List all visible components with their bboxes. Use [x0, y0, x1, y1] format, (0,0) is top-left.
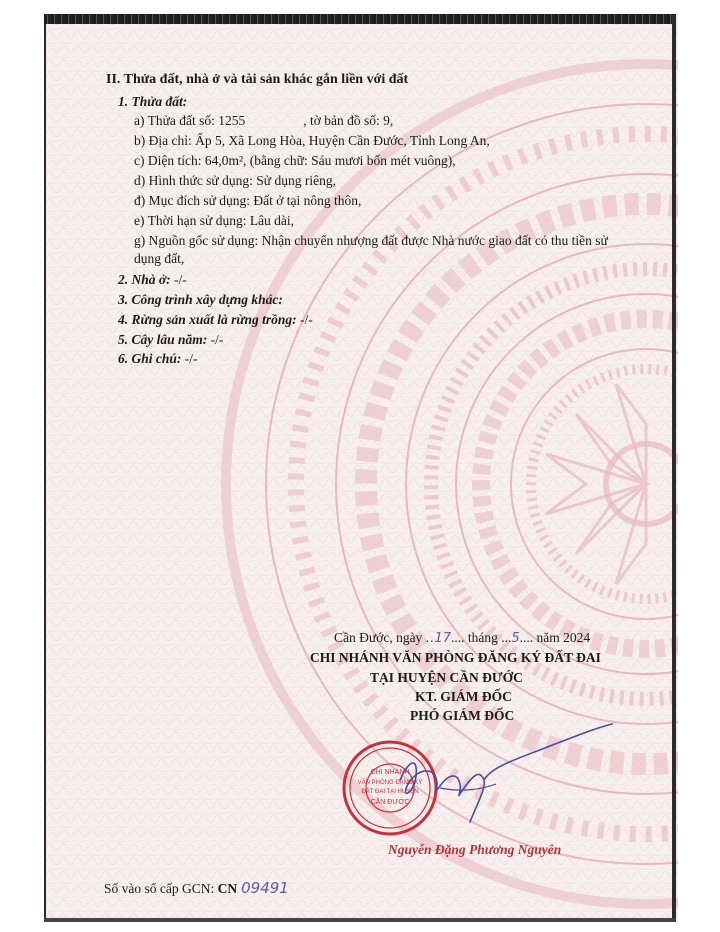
- registry-label: Số vào sổ cấp GCN:: [104, 881, 218, 896]
- place-date-line: Cần Đước, ngày ..17.... tháng ...5.... năm 2024: [334, 630, 591, 646]
- notes-value: -/-: [181, 351, 198, 366]
- issuing-office-line2: TẠI HUYỆN CẦN ĐƯỚC: [370, 670, 523, 685]
- forest-row: [118, 312, 313, 328]
- land-origin-line2: dụng đất,: [134, 251, 185, 266]
- land-area: c) Diện tích: 64,0m², (bằng chữ: Sáu mươi bốn mét vuông),: [134, 153, 456, 168]
- svg-text:ĐẤT ĐAI TẠI HUYỆN: ĐẤT ĐAI TẠI HUYỆN: [361, 789, 419, 795]
- registry-number-row: [104, 880, 289, 897]
- registry-prefix: CN: [217, 881, 238, 896]
- land-usage-term: e) Thời hạn sử dụng: Lâu dài,: [134, 213, 295, 228]
- place-prefix: Cần Đước, ngày: [334, 630, 426, 645]
- notes-label: 6. Ghi chú:: [118, 351, 182, 366]
- signer-role-line2: PHÓ GIÁM ĐỐC: [410, 708, 515, 723]
- signer-role-line1: KT. GIÁM ĐỐC: [415, 689, 512, 704]
- handwritten-month: 5: [511, 631, 520, 646]
- perennial-trees-label: 5. Cây lâu năm:: [118, 332, 208, 347]
- land-usage-form: d) Hình thức sử dụng: Sử dụng riêng,: [134, 173, 336, 188]
- issuing-office-line1: CHI NHÁNH VĂN PHÒNG ĐĂNG KÝ ĐẤT ĐAI: [310, 650, 601, 665]
- year-text: năm 2024: [533, 630, 591, 645]
- perennial-trees-row: [118, 332, 223, 348]
- handwritten-signature: [380, 718, 620, 828]
- section-title: II. Thửa đất, nhà ở và tài sản khác gắn liền với đất: [106, 72, 409, 87]
- notes-row: [118, 351, 198, 367]
- signer-name: Nguyễn Đặng Phương Nguyên: [388, 842, 562, 857]
- other-construction-label: 3. Công trình xây dựng khác:: [118, 292, 283, 307]
- house-row: [118, 272, 187, 288]
- svg-text:CHI NHÁNH: CHI NHÁNH: [370, 769, 410, 776]
- perennial-trees-value: -/-: [207, 332, 224, 347]
- forest-value: -/-: [296, 312, 313, 327]
- map-sheet-text: , tờ bản đồ số: 9,: [303, 113, 394, 128]
- house-value: -/-: [170, 272, 187, 287]
- month-prefix: tháng: [464, 630, 502, 645]
- land-parcel-number: [134, 113, 393, 129]
- svg-text:CẦN ĐƯỚC: CẦN ĐƯỚC: [370, 799, 410, 806]
- svg-text:VĂN PHÒNG ĐĂNG KÝ: VĂN PHÒNG ĐĂNG KÝ: [357, 780, 423, 786]
- handwritten-registry-number: 09491: [241, 879, 289, 897]
- parcel-number-text: a) Thửa đất số: 1255: [134, 113, 246, 128]
- land-heading: 1. Thửa đất:: [118, 94, 188, 109]
- land-origin-line1: g) Nguồn gốc sử dụng: Nhận chuyển nhượng đất được Nhà nước giao đất có thu tiền sử: [134, 233, 608, 248]
- house-label: 2. Nhà ở:: [118, 272, 171, 287]
- forest-label: 4. Rừng sản xuất là rừng trồng:: [118, 312, 297, 327]
- land-usage-purpose: đ) Mục đích sử dụng: Đất ở tại nông thôn,: [134, 193, 362, 208]
- handwritten-day: 17: [434, 631, 451, 646]
- land-address: b) Địa chỉ: Ấp 5, Xã Long Hòa, Huyện Cần Đước, Tỉnh Long An,: [134, 133, 490, 148]
